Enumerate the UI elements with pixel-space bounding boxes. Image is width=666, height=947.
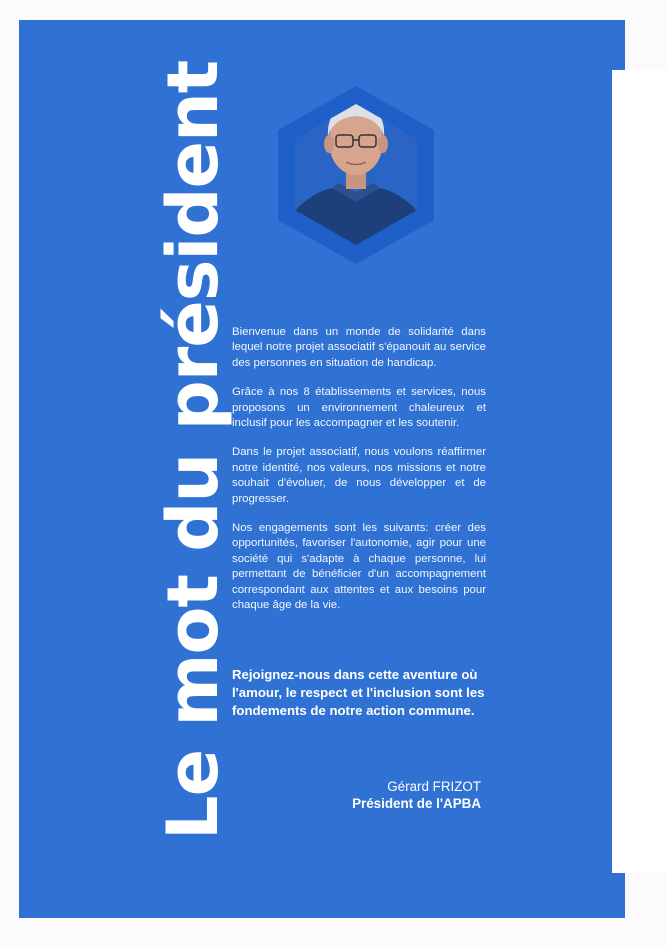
page-edge-block (612, 70, 666, 873)
signature-role: Président de l'APBA (352, 796, 481, 811)
signature-name: Gérard FRIZOT (387, 779, 481, 794)
tagline: Rejoignez-nous dans cette aventure où l'amour, le respect et l'inclusion sont les fondements de notre action commune. (232, 667, 485, 718)
paragraph: Nos engagements sont les suivants: créer des opportunités, favoriser l'autonomie, agir pour une société qui s'adapte à chaque personne, lui permettant de bénéficier d'un accompagnement correspondant aux attentes et aux besoins pour chaque âge de la vie. (232, 522, 486, 612)
paragraph: Dans le projet associatif, nous voulons réaffirmer notre identité, nos valeurs, nos missions et notre souhait d'évoluer, de nous développer et de progresser. (232, 446, 486, 505)
paragraph: Grâce à nos 8 établissements et services, nous proposons un environnement chaleureux et inclusif pour les accompagner et les soutenir. (232, 386, 486, 430)
vertical-title: Le mot du président (152, 60, 234, 840)
president-portrait (266, 82, 446, 272)
body-text (232, 325, 486, 628)
paragraph: Bienvenue dans un monde de solidarité dans lequel notre projet associatif s'épanouit au service des personnes en situation de handicap. (232, 326, 486, 369)
signature (352, 778, 481, 813)
